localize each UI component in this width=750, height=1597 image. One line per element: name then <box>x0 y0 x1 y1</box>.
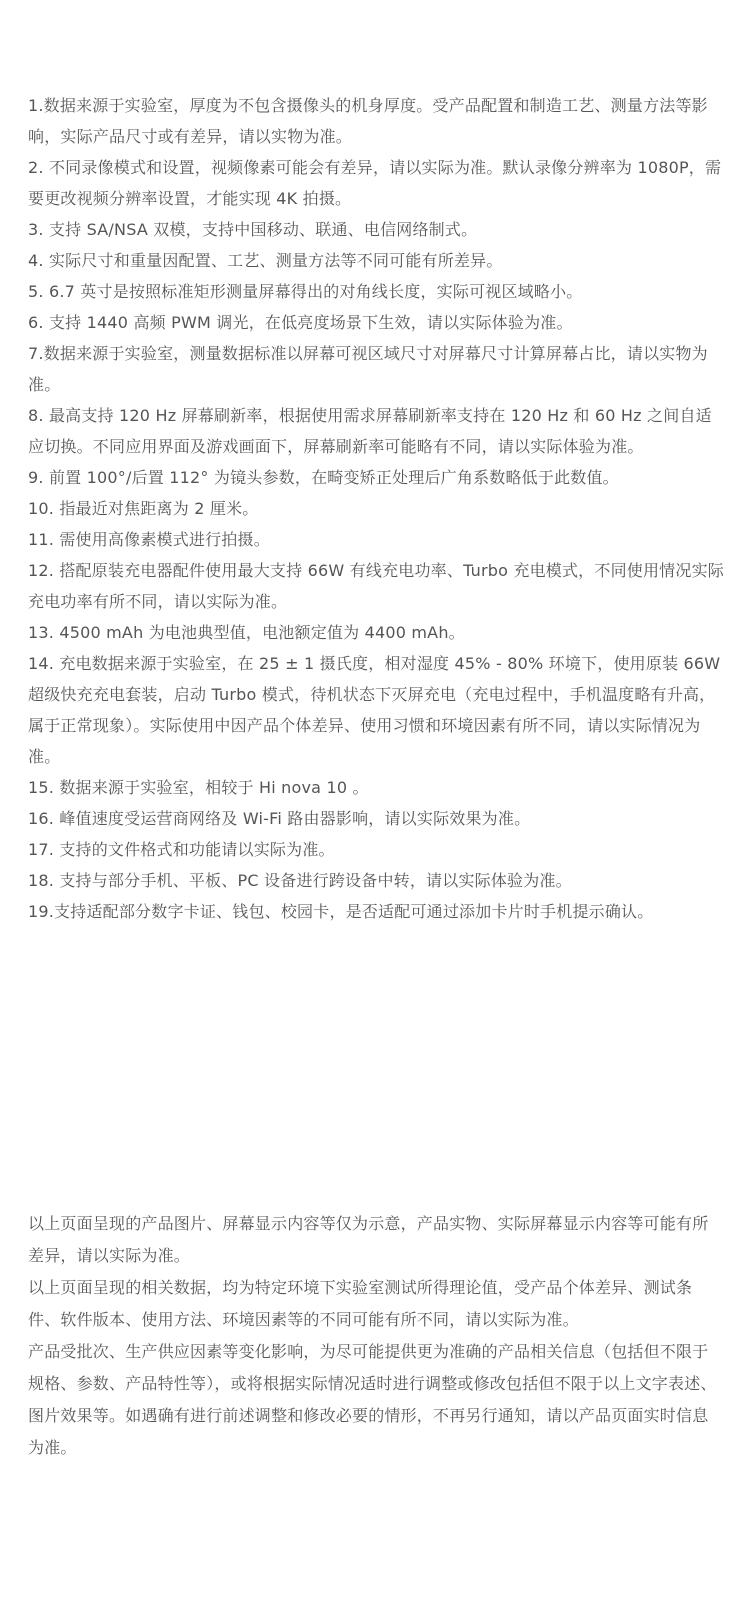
footnote-8: 8. 最高支持 120 Hz 屏幕刷新率，根据使用需求屏幕刷新率支持在 120 Hz 和 60 Hz 之间自适应切换。不同应用界面及游戏画面下，屏幕刷新率可能略有不同，请以实际体验为准。 <box>28 406 712 456</box>
disclaimer-data: 以上页面呈现的相关数据，均为特定环境下实验室测试所得理论值，受产品个体差异、测试条件、软件版本、使用方法、环境因素等的不同可能有所不同，请以实际为准。 <box>28 1278 693 1329</box>
footnote-9: 9. 前置 100°/后置 112° 为镜头参数，在畸变矫正处理后广角系数略低于此数值。 <box>28 468 619 487</box>
footnote-12: 12. 搭配原装充电器配件使用最大支持 66W 有线充电功率、Turbo 充电模式，不同使用情况实际充电功率有所不同，请以实际为准。 <box>28 561 724 611</box>
footnotes-list <box>28 90 728 927</box>
footnote-18: 18. 支持与部分手机、平板、PC 设备进行跨设备中转，请以实际体验为准。 <box>28 871 572 890</box>
footnote-5: 5. 6.7 英寸是按照标准矩形测量屏幕得出的对角线长度，实际可视区域略小。 <box>28 282 583 301</box>
footnote-13: 13. 4500 mAh 为电池典型值，电池额定值为 4400 mAh。 <box>28 623 465 642</box>
footnote-19: 19.支持适配部分数字卡证、钱包、校园卡，是否适配可通过添加卡片时手机提示确认。 <box>28 902 654 921</box>
footnote-17: 17. 支持的文件格式和功能请以实际为准。 <box>28 840 335 859</box>
footnote-6: 6. 支持 1440 高频 PWM 调光，在低亮度场景下生效，请以实际体验为准。 <box>28 313 573 332</box>
footnote-15: 15. 数据来源于实验室，相较于 Hi nova 10 。 <box>28 778 369 797</box>
disclaimer-changes: 产品受批次、生产供应因素等变化影响，为尽可能提供更为准确的产品相关信息（包括但不限于规格、参数、产品特性等），或将根据实际情况适时进行调整或修改包括但不限于以上文字表述、图片效果等。如遇确有进行前述调整和修改必要的情形，不再另行通知，请以产品页面实时信息为准。 <box>28 1342 717 1457</box>
disclaimer-section <box>28 1208 718 1464</box>
footnote-3: 3. 支持 SA/NSA 双模，支持中国移动、联通、电信网络制式。 <box>28 220 478 239</box>
footnote-16: 16. 峰值速度受运营商网络及 Wi-Fi 路由器影响，请以实际效果为准。 <box>28 809 531 828</box>
footnote-11: 11. 需使用高像素模式进行拍摄。 <box>28 530 270 549</box>
footnote-14: 14. 充电数据来源于实验室，在 25 ± 1 摄氏度，相对湿度 45% - 80% 环境下，使用原装 66W 超级快充充电套装，启动 Turbo 模式，待机状态下灭屏充电（充电过程中，手机温度略有升高，属于正常现象）。实际使用中因产品个体差异、使用习惯和环境因素有所不同，请以实际情况为准。 <box>28 654 721 766</box>
footnote-1: 1.数据来源于实验室，厚度为不包含摄像头的机身厚度。受产品配置和制造工艺、测量方法等影响，实际产品尺寸或有差异，请以实物为准。 <box>28 96 708 146</box>
footnote-4: 4. 实际尺寸和重量因配置、工艺、测量方法等不同可能有所差异。 <box>28 251 503 270</box>
footnote-7: 7.数据来源于实验室，测量数据标准以屏幕可视区域尺寸对屏幕尺寸计算屏幕占比，请以实物为准。 <box>28 344 708 394</box>
footnote-2: 2. 不同录像模式和设置，视频像素可能会有差异，请以实际为准。默认录像分辨率为 1080P，需要更改视频分辨率设置，才能实现 4K 拍摄。 <box>28 158 722 208</box>
footnote-10: 10. 指最近对焦距离为 2 厘米。 <box>28 499 259 518</box>
disclaimer-images: 以上页面呈现的产品图片、屏幕显示内容等仅为示意，产品实物、实际屏幕显示内容等可能有所差异，请以实际为准。 <box>28 1214 709 1265</box>
